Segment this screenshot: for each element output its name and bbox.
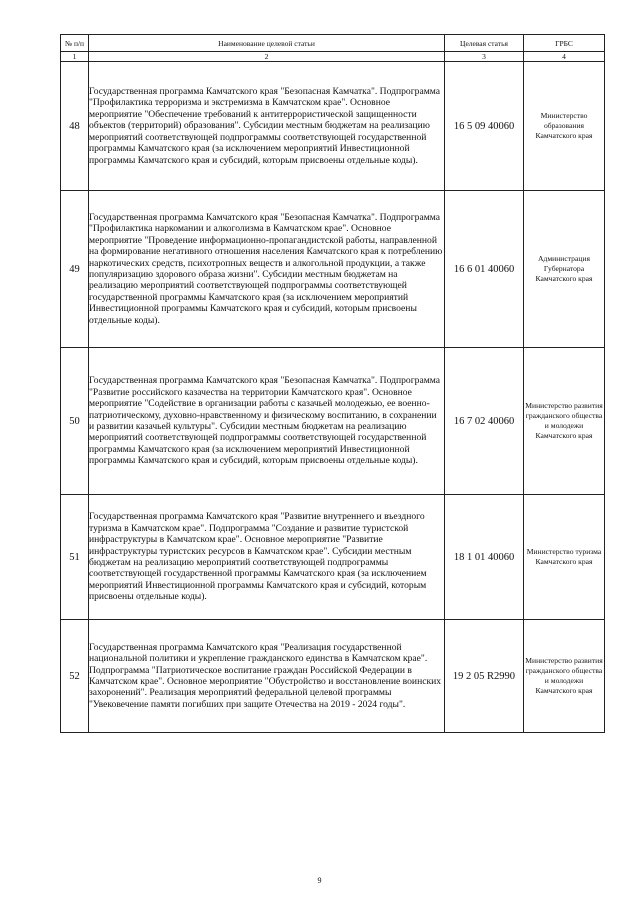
table-row [61,191,605,348]
col-index-2: 2 [89,52,445,62]
row-description: Государственная программа Камчатского края "Безопасная Камчатка". Подпрограмма "Профилактика терроризма и экстремизма в Камчатском крае". Основное мероприятие "Обеспечение требований к антитеррористической защищенности объектов (территорий) образования". Субсидии местным бюджетам на реализацию мероприятий соответствующей подпрограммы соответствующей государственной программы Камчатского края (за исключением мероприятий Инвестиционной программы Камчатского края и субсидий, которым присвоены отдельные коды). [89,62,445,191]
row-description: Государственная программа Камчатского края "Реализация государственной национальной политики и укрепление гражданского единства в Камчатском крае". Подпрограмма "Патриотическое воспитание граждан Российской Федерации в Камчатском крае". Основное мероприятие "Обустройство и восстановление воинских захоронений". Реализация мероприятий федеральной целевой программы "Увековечение памяти погибших при защите Отечества на 2019 - 2024 годы". [89,620,445,733]
table-row [61,348,605,495]
row-number: 49 [61,191,89,348]
row-number: 52 [61,620,89,733]
row-description: Государственная программа Камчатского края "Развитие внутреннего и въездного туризма в Камчатском крае". Подпрограмма "Создание и развитие туристской инфраструктуры в Камчатском крае". Основное мероприятие "Развитие инфраструктуры туристских ресурсов в Камчатском крае". Субсидии местным бюджетам на реализацию мероприятий соответствующей подпрограммы соответствующей государственной программы Камчатского края (за исключением мероприятий Инвестиционной программы Камчатского края и субсидий, которым присвоены отдельные коды). [89,495,445,620]
row-description: Государственная программа Камчатского края "Безопасная Камчатка". Подпрограмма "Развитие российского казачества на территории Камчатского края". Основное мероприятие "Содействие в организации работы с казачьей молодежью, ее военно-патриотическому, духовно-нравственному и физическому воспитанию, в сохранении и развитии казачьей культуры". Субсидии местным бюджетам на реализацию мероприятий соответствующей подпрограммы соответствующей государственной программы Камчатского края (за исключением мероприятий Инвестиционной программы Камчатского края и субсидий, которым присвоены отдельные коды). [89,348,445,495]
col-index-1: 1 [61,52,89,62]
row-grbs: Министерство развития гражданского общества и молодежи Камчатского края [524,620,605,733]
row-code: 16 5 09 40060 [445,62,524,191]
row-code: 18 1 01 40060 [445,495,524,620]
table-row [61,620,605,733]
row-number: 51 [61,495,89,620]
budget-table [60,34,605,733]
table-row [61,62,605,191]
row-code: 16 6 01 40060 [445,191,524,348]
row-grbs: Министерство туризма Камчатского края [524,495,605,620]
header-name: Наименование целевой статьи [89,35,445,52]
col-index-4: 4 [524,52,605,62]
row-code: 19 2 05 R2990 [445,620,524,733]
row-grbs: Министерство образования Камчатского края [524,62,605,191]
header-grbs: ГРБС [524,35,605,52]
row-number: 48 [61,62,89,191]
row-number: 50 [61,348,89,495]
table-row [61,495,605,620]
col-index-3: 3 [445,52,524,62]
header-num: № п/п [61,35,89,52]
header-row [61,35,605,52]
column-number-row [61,52,605,62]
page-number: 9 [317,876,322,885]
header-code: Целевая статья [445,35,524,52]
row-grbs: Администрация Губернатора Камчатского края [524,191,605,348]
row-code: 16 7 02 40060 [445,348,524,495]
row-grbs: Министерство развития гражданского общества и молодежи Камчатского края [524,348,605,495]
row-description: Государственная программа Камчатского края "Безопасная Камчатка". Подпрограмма "Профилактика наркомании и алкоголизма в Камчатском крае". Основное мероприятие "Проведение информационно-пропагандистской работы, направленной на формирование негативного отношения населения Камчатского края к потреблению наркотических средств, психотропных веществ и алкогольной продукции, а также популяризацию здорового образа жизни". Субсидии местным бюджетам на реализацию мероприятий соответствующей подпрограммы соответствующей государственной программы Камчатского края (за исключением мероприятий Инвестиционной программы Камчатского края и субсидий, которым присвоены отдельные коды). [89,191,445,348]
